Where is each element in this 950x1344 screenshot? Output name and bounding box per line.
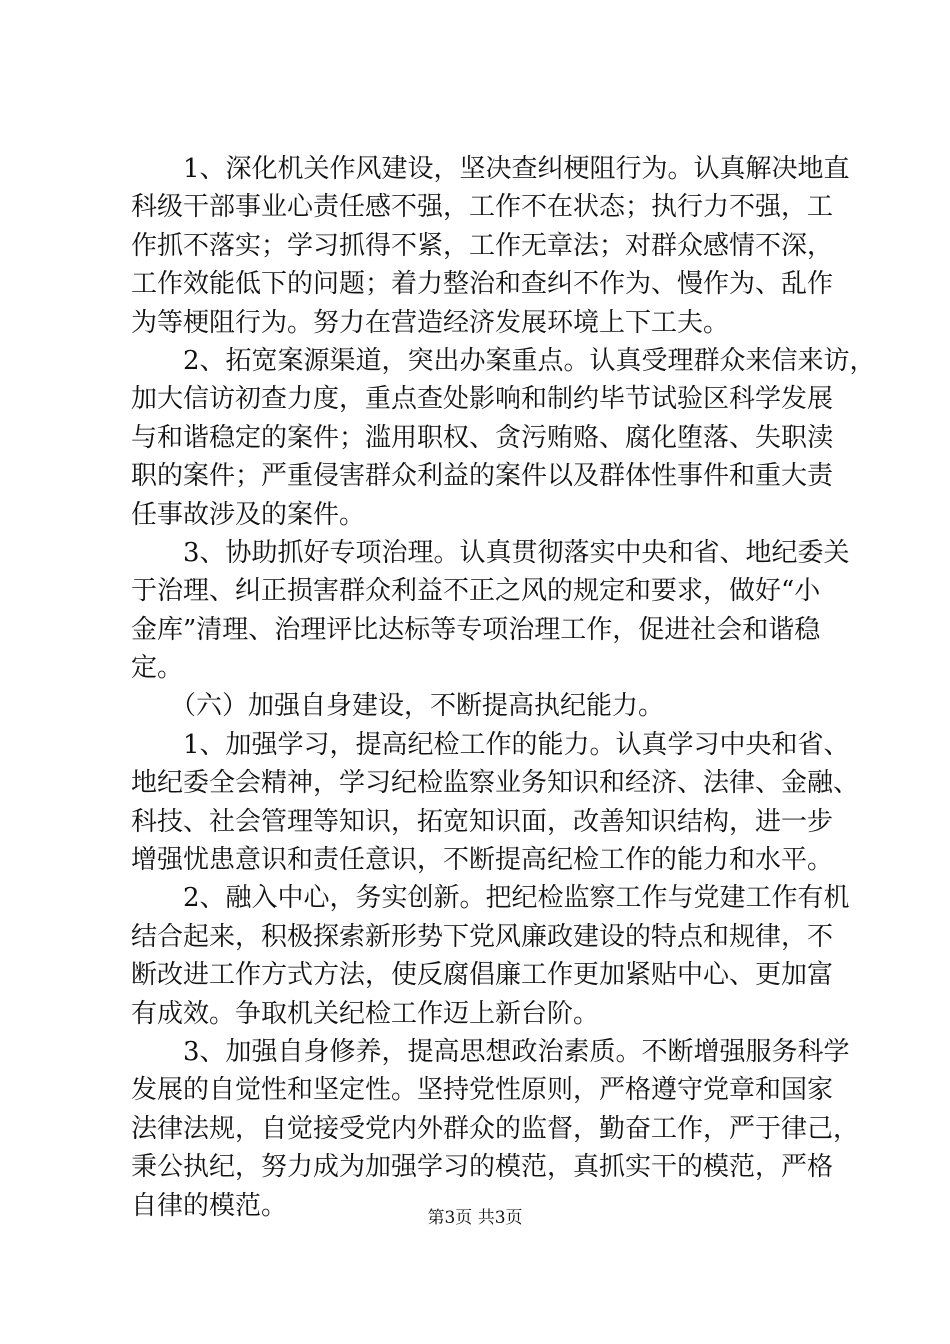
text-line: 科技、社会管理等知识，拓宽知识面，改善知识结构，进一步	[131, 806, 834, 837]
text-line: 结合起来，积极探索新形势下党风廉政建设的特点和规律，不	[131, 921, 834, 952]
text-line: 发展的自觉性和坚定性。坚持党性原则，严格遵守党章和国家	[131, 1075, 834, 1106]
text-line: 作抓不落实；学习抓得不紧，工作无章法；对群众感情不深，	[131, 230, 834, 261]
text-line: 工作效能低下的问题；着力整治和查纠不作为、慢作为、乱作	[131, 269, 834, 300]
text-line: 为等梗阻行为。努力在营造经济发展环境上下工夫。	[131, 307, 730, 338]
text-line: 定。	[131, 653, 184, 684]
text-line: 有成效。争取机关纪检工作迈上新台阶。	[131, 998, 600, 1029]
text-line: 职的案件；严重侵害群众利益的案件以及群体性事件和重大责	[131, 461, 834, 492]
text-line: 3、协助抓好专项治理。认真贯彻落实中央和省、地纪委关	[131, 537, 850, 568]
text-line: 地纪委全会精神，学习纪检监察业务知识和经济、法律、金融、	[131, 768, 860, 799]
text-line: 2、拓宽案源渠道，突出办案重点。认真受理群众来信来访，	[131, 345, 876, 376]
text-line: 1、加强学习，提高纪检工作的能力。认真学习中央和省、	[131, 729, 850, 760]
text-line: 秉公执纪，努力成为加强学习的模范，真抓实干的模范，严格	[131, 1152, 834, 1183]
document-body	[131, 150, 876, 1225]
text-line: 法律法规，自觉接受党内外群众的监督，勤奋工作，严于律己，	[131, 1113, 860, 1144]
text-line: 自律的模范。	[131, 1190, 288, 1221]
text-line: 2、融入中心，务实创新。把纪检监察工作与党建工作有机	[131, 883, 850, 914]
text-line: 3、加强自身修养，提高思想政治素质。不断增强服务科学	[131, 1036, 850, 1067]
text-line: 1、深化机关作风建设，坚决查纠梗阻行为。认真解决地直	[131, 154, 850, 184]
text-line: 于治理、纠正损害群众利益不正之风的规定和要求，做好“小	[131, 576, 821, 607]
text-line: 断改进工作方式方法，使反腐倡廉工作更加紧贴中心、更加富	[131, 960, 834, 991]
section-heading: （六）加强自身建设，不断提高执纪能力。	[131, 691, 665, 722]
text-line: 任事故涉及的案件。	[131, 499, 366, 530]
text-line: 加大信访初查力度，重点查处影响和制约毕节试验区科学发展	[131, 384, 834, 415]
text-line: 增强忧患意识和责任意识，不断提高纪检工作的能力和水平。	[131, 845, 834, 876]
text-line: 金库”清理、治理评比达标等专项治理工作，促进社会和谐稳	[131, 614, 821, 645]
text-line: 科级干部事业心责任感不强，工作不在状态；执行力不强，工	[131, 192, 834, 223]
page-number-footer: 第3页 共3页	[427, 1208, 523, 1228]
text-line: 与和谐稳定的案件；滥用职权、贪污贿赂、腐化堕落、失职渎	[131, 422, 834, 453]
